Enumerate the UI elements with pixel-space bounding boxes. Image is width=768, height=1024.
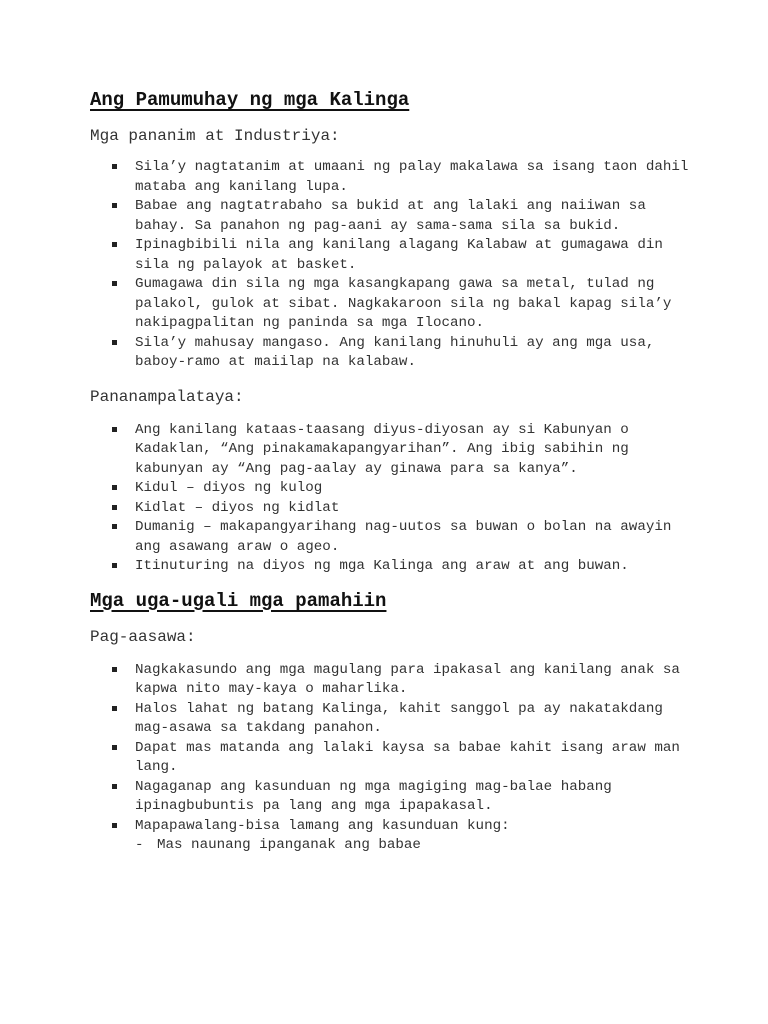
list-item: [90, 479, 690, 499]
list-item-text: Ipinagbibili nila ang kanilang alagang Kalabaw at gumagawa din sila ng palayok at basket.: [135, 237, 663, 273]
list-item-text: Sila’y mahusay mangaso. Ang kanilang hinuhuli ay ang mga usa, baboy-ramo at maiilap na kalabaw.: [135, 334, 655, 370]
list-item-text: Dapat mas matanda ang lalaki kaysa sa babae kahit isang araw man lang.: [135, 739, 680, 775]
bullet-square-icon: [112, 667, 117, 672]
bullet-square-icon: [112, 706, 117, 711]
list-item-text: Nagkakasundo ang mga magulang para ipakasal ang kanilang anak sa kapwa nito may-kaya o maharlika.: [135, 661, 680, 697]
bullet-square-icon: [112, 164, 117, 169]
list-item: [90, 421, 690, 480]
list-item-text: Nagaganap ang kasunduan ng mga magiging mag-balae habang ipinagbubuntis pa lang ang mga ipapakasal.: [135, 778, 612, 814]
list-item-text: Gumagawa din sila ng mga kasangkapang gawa sa metal, tulad ng palakol, gulok at sibat. Nagkakaroon sila ng bakal kapag sila’y nakipagpalitan ng paninda sa mga Ilocano.: [135, 276, 672, 331]
bullet-square-icon: [112, 505, 117, 510]
list-item: [90, 700, 690, 739]
list-item-text: Babae ang nagtatrabaho sa bukid at ang lalaki ang naiiwan sa bahay. Sa panahon ng pag-aani ay sama-sama sila sa bukid.: [135, 198, 646, 234]
dash-marker: -: [135, 837, 144, 853]
list-pag-aasawa: [90, 661, 690, 856]
list-item-text: Halos lahat ng batang Kalinga, kahit sanggol pa ay nakatakdang mag-asawa sa takdang panahon.: [135, 700, 663, 736]
list-item-text: Kidul – diyos ng kulog: [135, 480, 323, 496]
list-item-text: Sila’y nagtatanim at umaani ng palay makalawa sa isang taon dahil mataba ang kanilang lupa.: [135, 159, 689, 195]
bullet-square-icon: [112, 823, 117, 828]
bullet-square-icon: [112, 745, 117, 750]
subheading-pananampalataya: Pananampalataya:: [90, 387, 244, 406]
list-item-text: Ang kanilang kataas-taasang diyus-diyosan ay si Kabunyan o Kadaklan, “Ang pinakamakapangyarihan”. Ang ibig sabihin ng kabunyan ay “Ang pag-aalay ay ginawa para sa kanya”.: [135, 421, 629, 477]
list-item: [90, 557, 690, 577]
list-item: [90, 275, 690, 334]
list-item-text: Kidlat – diyos ng kidlat: [135, 499, 340, 516]
list-item: [90, 158, 690, 197]
list-item: [90, 197, 690, 236]
bullet-square-icon: [112, 203, 117, 208]
subheading-pag-aasawa: Pag-aasawa:: [90, 627, 196, 646]
list-item: [90, 739, 690, 778]
list-item: [90, 661, 690, 700]
list-item-text: Dumanig – makapangyarihang nag-uutos sa buwan o bolan na awayin ang asawang araw o ageo.: [135, 519, 672, 555]
section-title-pamumuhay: Ang Pamumuhay ng mga Kalinga: [90, 89, 410, 111]
list-item-text: Itinuturing na diyos ng mga Kalinga ang araw at ang buwan.: [135, 558, 629, 574]
list-item-text: Mapapawalang-bisa lamang ang kasunduan kung:: [135, 817, 510, 834]
subheading-mga-pananim: Mga pananim at Industriya:: [90, 127, 340, 145]
list-pananampalataya: [90, 421, 690, 577]
sub-list-item-text: Mas naunang ipanganak ang babae: [157, 837, 421, 853]
list-item: [90, 499, 690, 519]
document-page: [90, 88, 690, 856]
bullet-square-icon: [112, 427, 117, 432]
list-item: [90, 236, 690, 275]
list-item: [90, 778, 690, 817]
sub-list-item: [135, 836, 690, 856]
bullet-square-icon: [112, 784, 117, 789]
bullet-square-icon: [112, 340, 117, 345]
list-item: [90, 817, 690, 856]
list-item: [90, 518, 690, 557]
bullet-square-icon: [112, 242, 117, 247]
bullet-square-icon: [112, 485, 117, 490]
list-item: [90, 334, 690, 373]
list-mga-pananim: [90, 158, 690, 373]
section-title-uga-ugali: Mga uga-ugali mga pamahiin: [90, 589, 387, 612]
bullet-square-icon: [112, 563, 117, 568]
bullet-square-icon: [112, 281, 117, 286]
bullet-square-icon: [112, 524, 117, 529]
